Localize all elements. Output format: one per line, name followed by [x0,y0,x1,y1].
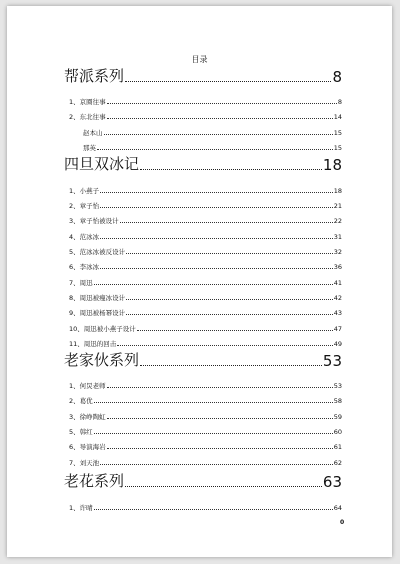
toc-entry[interactable] [69,112,342,121]
toc-entry[interactable] [69,427,342,436]
toc-entry-label: 9、周迅被杨幂设计 [69,309,126,317]
toc-entry-label: 老家伙系列 [64,351,140,369]
toc-leader-dots [137,330,333,331]
toc-entry-label: 2、东北往事 [69,113,106,121]
toc-entry-page: 41 [333,279,342,287]
toc-entry[interactable] [69,97,342,106]
toc-entry-page: 32 [333,248,342,256]
toc-entry-label: 5、范冰冰被反设计 [69,248,126,256]
toc-leader-dots [94,433,333,434]
toc-entry-label: 3、徐峥陶虹 [69,413,106,421]
toc-leader-dots [107,387,333,388]
toc-entry-label: 3、章子怡被设计 [69,217,119,225]
toc-entry-label: 5、韩红 [69,428,93,436]
toc-entry-page: 64 [333,504,342,512]
document-page [7,6,392,557]
toc-leader-dots [100,464,333,465]
toc-entry-label: 6、李冰冰 [69,263,100,271]
toc-entry[interactable] [83,128,342,137]
toc-entry-page: 60 [333,428,342,436]
toc-leader-dots [104,134,333,135]
toc-section-entry[interactable] [64,67,342,86]
toc-entry-label: 8、周迅被瘦冰设计 [69,294,126,302]
toc-entry-page: 14 [333,113,342,121]
toc-leader-dots [100,268,333,269]
toc-entry[interactable] [69,216,342,225]
toc-leader-dots [107,418,333,419]
toc-leader-dots [107,448,333,449]
toc-entry-page: 18 [322,156,342,174]
toc-entry[interactable] [69,262,342,271]
toc-entry-page: 62 [333,459,342,467]
toc-entry[interactable] [69,201,342,210]
toc-entry[interactable] [69,293,342,302]
toc-section-entry[interactable] [64,155,342,174]
toc-entry-label: 6、导演海岩 [69,443,106,451]
toc-section-entry[interactable] [64,472,342,491]
toc-entry-label: 11、周迅的回击 [69,340,117,348]
toc-entry-page: 63 [322,473,342,491]
toc-entry-label: 4、范冰冰 [69,233,100,241]
toc-entry-page: 61 [333,443,342,451]
toc-entry-page: 43 [333,309,342,317]
toc-entry[interactable] [69,412,342,421]
toc-leader-dots [97,149,333,150]
toc-entry[interactable] [69,186,342,195]
toc-entry-label: 2、葛优 [69,397,93,405]
toc-entry-label: 帮派系列 [64,67,125,85]
toc-leader-dots [100,192,333,193]
toc-title: 目录 [191,55,208,64]
toc-entry-label: 7、周迅 [69,279,93,287]
toc-entry[interactable] [69,396,342,405]
toc-entry-label: 1、京圈往事 [69,98,106,106]
toc-entry-page: 8 [332,68,342,86]
toc-entry[interactable] [69,339,342,348]
toc-entry-label: 那英 [83,144,96,152]
toc-entry-page: 47 [333,325,342,333]
toc-entry-label: 1、小燕子 [69,187,100,195]
toc-leader-dots [94,402,333,403]
toc-leader-dots [107,103,337,104]
toc-entry-page: 53 [322,352,342,370]
toc-entry-label: 四旦双冰记 [64,155,140,173]
toc-entry[interactable] [69,458,342,467]
toc-leader-dots [120,222,333,223]
toc-entry[interactable] [69,442,342,451]
toc-leader-dots [140,365,322,366]
toc-entry-page: 36 [333,263,342,271]
toc-leader-dots [125,486,322,487]
toc-entry-page: 15 [333,129,342,137]
toc-leader-dots [126,253,333,254]
toc-entry[interactable] [69,247,342,256]
toc-leader-dots [94,284,333,285]
page-number: 0 [340,519,345,526]
toc-entry-label: 1、许晴 [69,504,93,512]
toc-entry-page: 58 [333,397,342,405]
toc-leader-dots [107,118,333,119]
toc-leader-dots [125,81,331,82]
toc-entry-label: 10、周迅被小燕子设计 [69,325,136,333]
toc-entry-page: 21 [333,202,342,210]
toc-leader-dots [94,509,333,510]
toc-entry-page: 18 [333,187,342,195]
toc-entry[interactable] [69,324,342,333]
toc-section-entry[interactable] [64,351,342,370]
toc-entry[interactable] [69,232,342,241]
toc-entry[interactable] [69,278,342,287]
toc-entry-label: 老花系列 [64,472,125,490]
toc-entry[interactable] [83,143,342,152]
toc-entry-label: 7、刘天池 [69,459,100,467]
toc-entry-label: 1、何炅老师 [69,382,106,390]
toc-entry-page: 15 [333,144,342,152]
toc-entry-label: 赵本山 [83,129,103,137]
toc-leader-dots [100,238,333,239]
toc-entry-page: 59 [333,413,342,421]
toc-entry-page: 8 [337,98,342,106]
toc-leader-dots [126,314,333,315]
toc-leader-dots [100,207,333,208]
toc-entry-page: 53 [333,382,342,390]
toc-leader-dots [126,299,333,300]
toc-entry[interactable] [69,308,342,317]
toc-entry[interactable] [69,381,342,390]
toc-entry-page: 49 [333,340,342,348]
toc-entry[interactable] [69,503,342,512]
toc-entry-label: 2、章子怡 [69,202,100,210]
toc-entry-page: 31 [333,233,342,241]
toc-leader-dots [117,345,332,346]
toc-leader-dots [140,169,322,170]
toc-entry-page: 42 [333,294,342,302]
toc-entry-page: 22 [333,217,342,225]
